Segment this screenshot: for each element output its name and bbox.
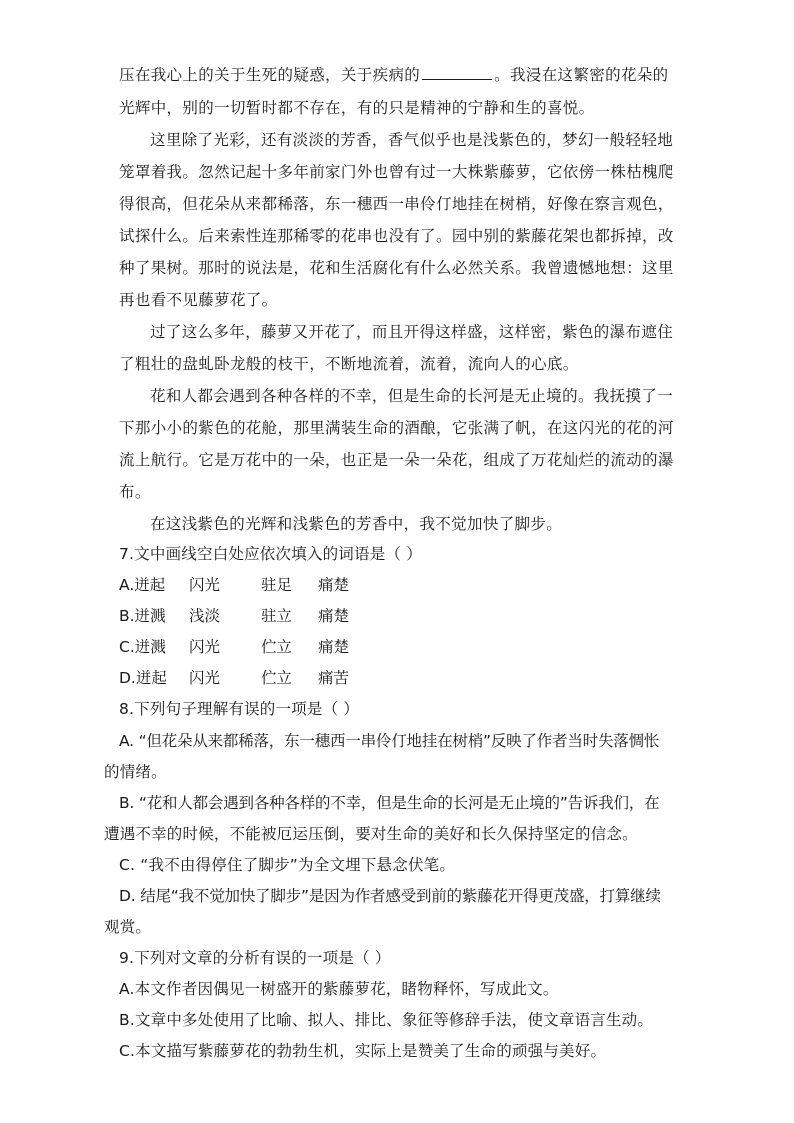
- option-word: 痛楚: [318, 576, 350, 594]
- passage-line: 种了果树。那时的说法是，花和生活腐化有什么必然关系。我曾遗憾地想：这里: [119, 259, 674, 277]
- option-word: 痛苦: [318, 669, 350, 687]
- question-8-option-d[interactable]: D. 结尾“我不觉加快了脚步”是因为作者感受到前的紫藤花开得更茂盛，打算继续: [119, 887, 661, 905]
- question-9-option-b[interactable]: B.文章中多处使用了比喻、拟人、排比、象征等修辞手法，使文章语言生动。: [119, 1011, 654, 1029]
- option-word: 闪光: [189, 669, 221, 687]
- passage-line: 得很高，但花朵从来都稀落，东一穗西一串伶仃地挂在树梢，好像在察言观色，: [119, 195, 674, 213]
- option-word: 伫立: [261, 638, 293, 656]
- passage-line: 光辉中，别的一切暂时都不存在，有的只是精神的宁静和生的喜悦。: [119, 99, 595, 117]
- passage-line: 流上航行。它是万花中的一朵，也正是一朵一朵花，组成了万花灿烂的流动的瀑: [119, 451, 674, 469]
- option-label: A.迸起: [119, 576, 166, 594]
- question-7-option-d[interactable]: [119, 668, 419, 688]
- question-9-option-c[interactable]: C.本文描写紫藤萝花的勃勃生机，实际上是赞美了生命的顽强与美好。: [119, 1042, 607, 1060]
- question-7-option-b[interactable]: [119, 606, 419, 626]
- option-word: 浅淡: [189, 607, 221, 625]
- passage-text: 。我浸在这繁密的花朵的: [494, 66, 669, 84]
- passage-line: 试探什么。后来索性连那稀零的花串也没有了。园中别的紫藤花架也都拆掉，改: [119, 227, 674, 245]
- question-7-option-c[interactable]: [119, 637, 419, 657]
- question-9-option-a[interactable]: A.本文作者因偶见一树盛开的紫藤萝花，睹物释怀，写成此文。: [119, 980, 559, 998]
- passage-line: 布。: [119, 483, 151, 501]
- option-label: C.迸溅: [119, 638, 166, 656]
- option-label: B.迸溅: [119, 607, 166, 625]
- passage-line: 再也看不见藤萝花了。: [119, 291, 278, 309]
- question-8-option-d-cont: 观赏。: [104, 918, 152, 936]
- option-word: 驻立: [261, 607, 293, 625]
- passage-line: 在这浅紫色的光辉和浅紫色的芳香中，我不觉加快了脚步。: [150, 515, 563, 533]
- option-word: 伫立: [261, 669, 293, 687]
- option-word: 闪光: [189, 638, 221, 656]
- passage-text: 压在我心上的关于生死的疑惑，关于疾病的: [119, 66, 421, 84]
- fill-blank: [422, 65, 492, 80]
- question-8-stem: 8.下列句子理解有误的一项是（ ）: [119, 700, 360, 718]
- option-word: 痛楚: [318, 607, 350, 625]
- question-7-option-a[interactable]: [119, 575, 419, 595]
- passage-line: 花和人都会遇到各种各样的不幸，但是生命的长河是无止境的。我抚摸了一: [150, 387, 674, 405]
- question-8-option-b[interactable]: B. “花和人都会遇到各种各样的不幸，但是生命的长河是无止境的”告诉我们，在: [119, 794, 660, 812]
- question-8-option-a-cont: 的情绪。: [104, 763, 167, 781]
- passage-line: 这里除了光彩，还有淡淡的芳香，香气似乎也是浅紫色的，梦幻一般轻轻地: [150, 131, 674, 149]
- question-8-option-c[interactable]: C. “我不由得停住了脚步”为全文埋下悬念伏笔。: [119, 856, 456, 874]
- option-word: 闪光: [189, 576, 221, 594]
- passage-line: 过了这么多年，藤萝又开花了，而且开得这样盛，这样密，紫色的瀑布遮住: [150, 323, 674, 341]
- question-9-stem: 9.下列对文章的分析有误的一项是（ ）: [119, 949, 391, 967]
- question-8-option-b-cont: 遭遇不幸的时候，不能被厄运压倒，要对生命的美好和长久保持坚定的信念。: [104, 825, 638, 843]
- question-7-stem: 7.文中画线空白处应依次填入的词语是（ ）: [119, 545, 422, 563]
- option-word: 驻足: [261, 576, 293, 594]
- passage-line: [119, 65, 669, 85]
- passage-line: 下那小小的紫色的花舱，那里满装生命的酒酿，它张满了帆，在这闪光的花的河: [119, 419, 674, 437]
- passage-line: 了粗壮的盘虬卧龙般的枝干，不断地流着，流着，流向人的心底。: [119, 355, 579, 373]
- option-label: D.迸起: [119, 669, 167, 687]
- passage-line: 笼罩着我。忽然记起十多年前家门外也曾有过一大株紫藤萝，它依傍一株枯槐爬: [119, 163, 674, 181]
- question-8-option-a[interactable]: A. “但花朵从来都稀落，东一穗西一串伶仃地挂在树梢”反映了作者当时失落惆怅: [119, 732, 660, 750]
- option-word: 痛楚: [318, 638, 350, 656]
